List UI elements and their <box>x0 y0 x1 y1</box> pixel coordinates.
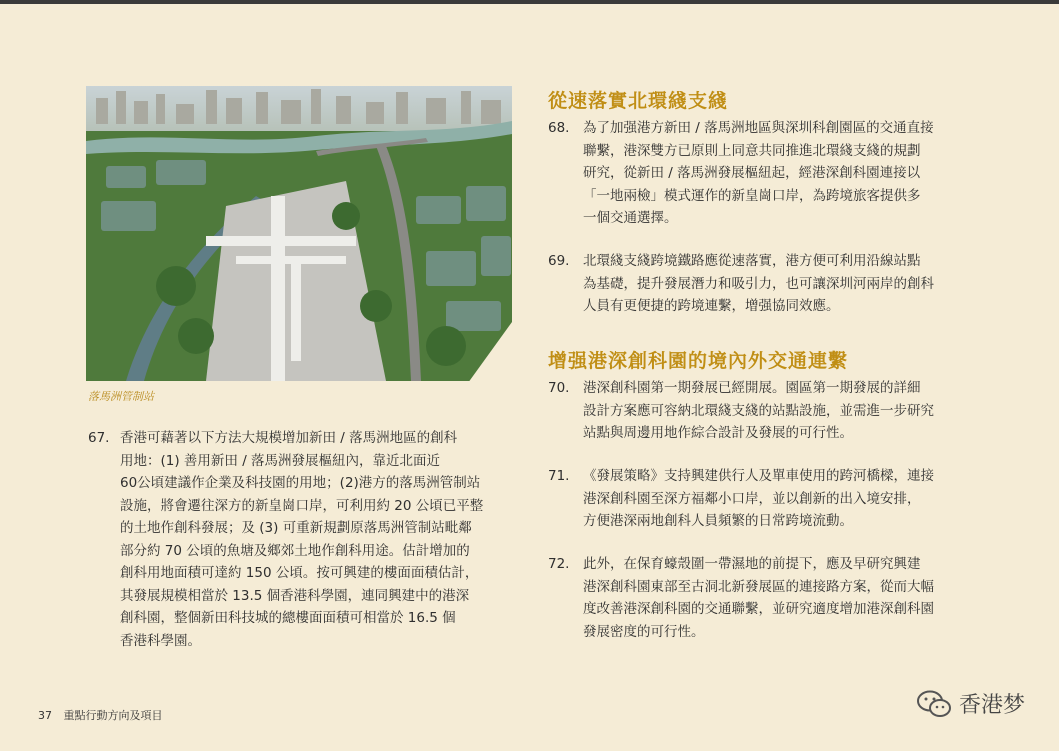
watermark <box>917 688 1025 719</box>
top-border <box>0 0 1059 4</box>
page-number: 37 <box>38 709 52 722</box>
paragraph-line: 港深創科園至深方福鄰小口岸，並以創新的出入境安排， <box>583 490 921 507</box>
paragraph-line: 站點與周邊用地作綜合設計及發展的可行性。 <box>583 425 853 441</box>
paragraph-line: 一個交通選擇。 <box>583 210 678 226</box>
paragraph-line: 發展密度的可行性。 <box>583 623 705 640</box>
photo-caption: 落馬洲管制站 <box>88 390 154 403</box>
watermark-name: 香港梦 <box>958 693 1025 718</box>
paragraph-number: 70. <box>548 380 570 396</box>
paragraph-line: 為了加强港方新田 / 落馬洲地區與深圳科創園區的交通直接 <box>583 120 934 136</box>
paragraph-line: 《發展策略》支持興建供行人及單車使用的跨河橋樑，連接 <box>583 468 934 484</box>
paragraph-line: 聯繫，港深雙方已原則上同意共同推進北環綫支綫的規劃 <box>583 142 921 159</box>
paragraph-67 <box>88 427 513 657</box>
paragraph-68 <box>548 117 976 232</box>
aerial-photo-illustration <box>86 86 512 381</box>
paragraph-line: 其發展規模相當於 13.5 個香港科學園，連同興建中的港深 <box>120 587 470 604</box>
footer-section-label: 重點行動方向及項目 <box>63 709 163 722</box>
paragraph-line: 香港科學園。 <box>120 632 201 649</box>
page-footer <box>38 707 163 723</box>
paragraph-69 <box>548 250 976 320</box>
paragraph-number: 67. <box>88 430 110 446</box>
paragraph-line: 北環綫支綫跨境鐵路應從速落實，港方便可利用沿線站點 <box>583 253 921 269</box>
paragraph-72 <box>548 553 976 645</box>
paragraph-line: 「一地兩檢」模式運作的新皇崗口岸，為跨境旅客提供多 <box>583 187 921 204</box>
paragraph-line: 人員有更便捷的跨境連繫，增强協同效應。 <box>583 298 840 314</box>
paragraph-number: 68. <box>548 120 570 136</box>
paragraph-line: 研究，從新田 / 落馬洲發展樞紐起，經港深創科園連接以 <box>583 165 921 181</box>
paragraph-line: 用地：(1) 善用新田 / 落馬洲發展樞紐內，靠近北面近 <box>120 452 441 469</box>
paragraph-line: 的土地作創科發展；及 (3) 可重新規劃原落馬洲管制站毗鄰 <box>120 520 472 536</box>
paragraph-line: 設施，將會遷往深方的新皇崗口岸，可利用約 20 公頃已平整 <box>120 497 484 514</box>
paragraph-line: 為基礎，提升發展潛力和吸引力，也可讓深圳河兩岸的創科 <box>583 275 934 292</box>
section-title-transport-links: 增强港深創科園的境內外交通連繫 <box>548 350 849 372</box>
paragraph-line: 此外，在保育蠔殼圍一帶濕地的前提下，應及早研究興建 <box>583 556 921 572</box>
paragraph-line: 度改善港深創科園的交通聯繫，並研究適度增加港深創科園 <box>583 601 934 617</box>
paragraph-line: 方便港深兩地創科人員頻繁的日常跨境流動。 <box>583 513 853 529</box>
paragraph-line: 香港可藉著以下方法大規模增加新田 / 落馬洲地區的創科 <box>120 430 458 446</box>
paragraph-line: 設計方案應可容納北環綫支綫的站點設施，並需進一步研究 <box>583 402 934 419</box>
wechat-icon <box>917 690 951 718</box>
paragraph-line: 港深創科園第一期發展已經開展。園區第一期發展的詳細 <box>583 380 921 396</box>
paragraph-number: 71. <box>548 468 570 484</box>
paragraph-line: 港深創科園東部至古洞北新發展區的連接路方案，從而大幅 <box>583 578 934 595</box>
paragraph-number: 69. <box>548 253 570 269</box>
paragraph-71 <box>548 465 976 535</box>
paragraph-line: 創科用地面積可達約 150 公頃。按可興建的樓面面積估計， <box>120 565 479 581</box>
section-title-north-link-spur: 從速落實北環綫支綫 <box>548 90 729 112</box>
paragraph-number: 72. <box>548 556 570 572</box>
paragraph-line: 60公頃建議作企業及科技園的用地；(2)港方的落馬洲管制站 <box>120 475 481 491</box>
paragraph-70 <box>548 377 976 447</box>
paragraph-line: 部分約 70 公頃的魚塘及鄉郊土地作創科用途。估計增加的 <box>120 542 470 559</box>
paragraph-line: 創科園，整個新田科技城的總樓面面積可相當於 16.5 個 <box>120 610 456 626</box>
aerial-photo <box>86 86 512 381</box>
